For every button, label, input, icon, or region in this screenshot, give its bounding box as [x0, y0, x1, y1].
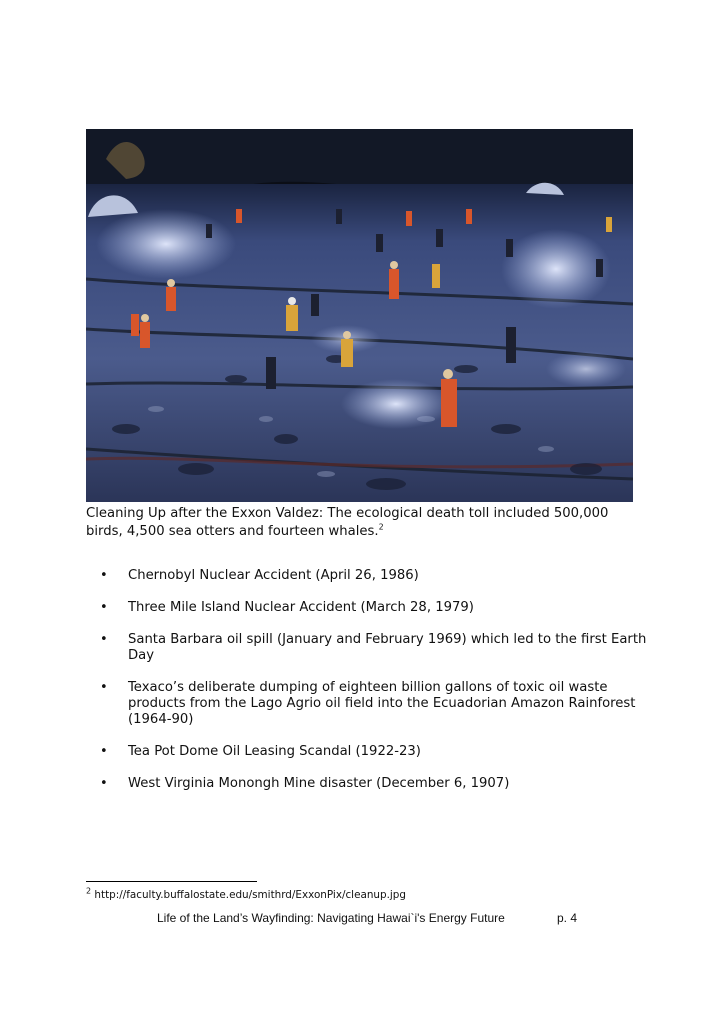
- list-item: [100, 632, 660, 664]
- caption-text: Cleaning Up after the Exxon Valdez: The ecological death toll included 500,000 birds, 4,500 sea otters and fourteen whales.: [86, 506, 609, 539]
- photo-cleanup-beach-icon: [86, 129, 633, 502]
- list-item-text: Santa Barbara oil spill (January and February 1969) which led to the first Earth Day: [128, 632, 647, 663]
- list-item: [100, 568, 660, 584]
- footer-title: Life of the Land’s Wayfinding: Navigating Hawai`i's Energy Future: [157, 911, 505, 925]
- list-item: [100, 600, 660, 616]
- photo-caption: [86, 505, 646, 541]
- list-item-text: Tea Pot Dome Oil Leasing Scandal (1922-23): [128, 744, 421, 759]
- list-item: [100, 776, 660, 792]
- list-item-text: Texaco’s deliberate dumping of eighteen billion gallons of toxic oil waste products from the Lago Agrio oil field into the Ecuadorian Amazon Rainforest (1964-90): [128, 680, 636, 727]
- list-item-text: Three Mile Island Nuclear Accident (March 28, 1979): [128, 600, 474, 615]
- bullet-icon: •: [100, 632, 108, 647]
- bullet-icon: •: [100, 744, 108, 759]
- list-item: [100, 680, 660, 728]
- footnote: [86, 888, 406, 902]
- bullet-icon: •: [100, 600, 108, 615]
- list-item-text: West Virginia Monongh Mine disaster (December 6, 1907): [128, 776, 510, 791]
- page-number: p. 4: [556, 911, 577, 925]
- footnote-number: 2: [86, 886, 92, 896]
- footnote-reference: 2: [378, 522, 384, 532]
- list-item-text: Chernobyl Nuclear Accident (April 26, 1986): [128, 568, 419, 583]
- footnote-link[interactable]: http://faculty.buffalostate.edu/smithrd/ExxonPix/cleanup.jpg: [94, 889, 406, 901]
- cleanup-photo: [86, 129, 633, 502]
- footnote-divider: [86, 881, 257, 882]
- bullet-icon: •: [100, 776, 108, 791]
- list-item: [100, 744, 660, 760]
- disaster-list: [100, 568, 660, 808]
- bullet-icon: •: [100, 680, 108, 695]
- bullet-icon: •: [100, 568, 108, 583]
- page-footer: [157, 910, 577, 926]
